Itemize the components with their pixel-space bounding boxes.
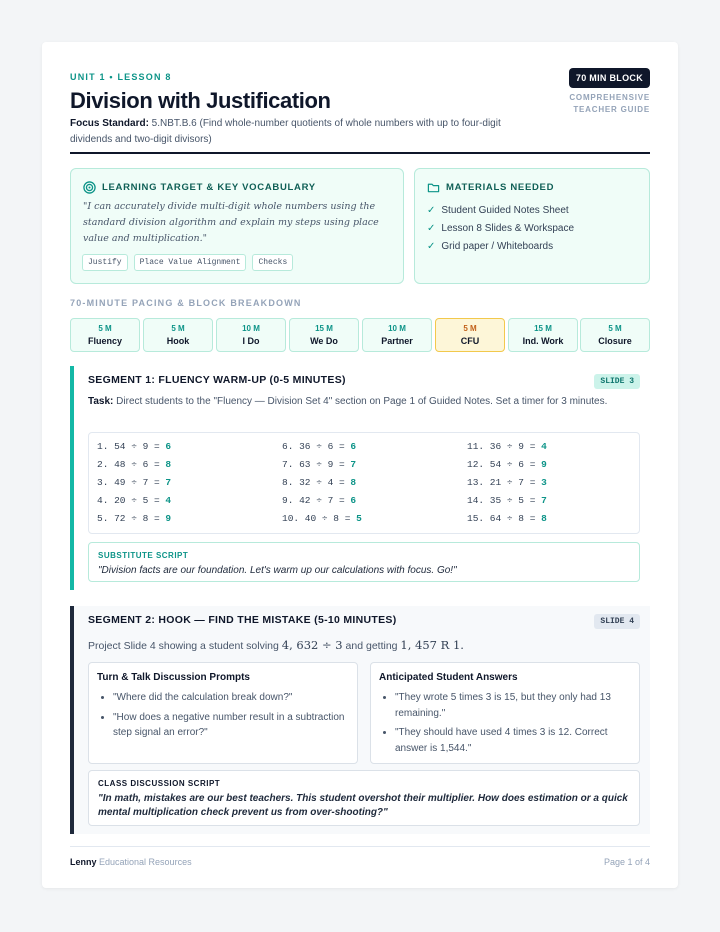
vocab-tag: Place Value Alignment xyxy=(134,254,247,271)
fact-item xyxy=(282,459,362,477)
time-badge: 70 MIN BLOCK xyxy=(569,68,650,88)
fact-question: 5. 72 ÷ 8 = xyxy=(97,513,166,524)
fact-question: 3. 49 ÷ 7 = xyxy=(97,477,166,488)
pacing-block-name: Partner xyxy=(381,336,413,346)
list-item: • "Where did the calculation break down?" xyxy=(113,690,349,706)
fact-answer: 4 xyxy=(165,495,172,506)
pacing-block-closure xyxy=(580,318,650,352)
fact-answer: 9 xyxy=(541,459,547,470)
segment-1-fluency xyxy=(70,366,650,590)
focus-standard xyxy=(70,116,530,148)
segment-1-task xyxy=(88,394,628,409)
segment-1-title: SEGMENT 1: FLUENCY WARM-UP (0-5 MINUTES) xyxy=(88,374,346,386)
fact-answer: 6 xyxy=(350,495,357,506)
fact-question: 10. 40 ÷ 8 = xyxy=(282,513,357,524)
footer-brand xyxy=(70,857,192,867)
pacing-block-minutes: 5 M xyxy=(463,324,477,333)
unit-lesson-label: UNIT 1 • LESSON 8 xyxy=(70,72,172,82)
student-result: 1, 457 R 1. xyxy=(400,638,464,652)
pacing-block-minutes: 15 M xyxy=(315,324,333,333)
fact-item xyxy=(467,495,547,513)
fact-question: 1. 54 ÷ 9 = xyxy=(97,441,166,452)
pacing-block-name: We Do xyxy=(310,336,338,346)
project-instruction xyxy=(88,638,464,652)
pacing-block-cfu xyxy=(435,318,505,352)
fact-question: 2. 48 ÷ 6 = xyxy=(97,459,166,470)
vocab-tag: Justify xyxy=(82,254,128,271)
facts-column-2 xyxy=(282,441,362,531)
material-item xyxy=(427,237,574,255)
check-icon: ✓ xyxy=(427,240,436,252)
pacing-block-partner xyxy=(362,318,432,352)
learning-target-quote: "I can accurately divide multi-digit whole numbers using the standard division algorithm and explain my steps using place value and multiplication." xyxy=(83,201,379,244)
fact-answer: 5 xyxy=(356,513,362,524)
fact-item xyxy=(97,495,171,513)
pacing-block-name: CFU xyxy=(460,336,480,346)
fact-item xyxy=(282,477,362,495)
focus-standard-label: Focus Standard: xyxy=(70,118,149,129)
pacing-block-minutes: 10 M xyxy=(388,324,406,333)
pacing-block-name: Ind. Work xyxy=(522,336,564,346)
project-text-mid: and getting xyxy=(342,640,401,652)
fact-question: 11. 36 ÷ 9 = xyxy=(467,441,542,452)
material-item xyxy=(427,219,574,237)
vocabulary-tags xyxy=(82,254,299,271)
discussion-prompts-list xyxy=(113,690,349,745)
material-item-label: Student Guided Notes Sheet xyxy=(441,204,569,216)
list-item: • "How does a negative number result in a subtraction step signal an error?" xyxy=(113,710,349,741)
fact-question: 12. 54 ÷ 6 = xyxy=(467,459,542,470)
materials-heading xyxy=(427,181,554,194)
document-page xyxy=(42,42,678,888)
material-item-label: Lesson 8 Slides & Workspace xyxy=(441,222,575,234)
fact-question: 6. 36 ÷ 6 = xyxy=(282,441,351,452)
fact-answer: 8 xyxy=(541,513,547,524)
fact-item xyxy=(467,441,547,459)
facts-column-1 xyxy=(97,441,171,531)
fact-question: 9. 42 ÷ 7 = xyxy=(282,495,351,506)
pacing-block-i-do xyxy=(216,318,286,352)
pacing-block-fluency xyxy=(70,318,140,352)
fact-item xyxy=(97,477,171,495)
fact-question: 13. 21 ÷ 7 = xyxy=(467,477,542,488)
anticipated-answers-heading: Anticipated Student Answers xyxy=(379,672,518,683)
fact-question: 4. 20 ÷ 5 = xyxy=(97,495,166,506)
fact-item xyxy=(97,513,171,531)
fact-answer: 3 xyxy=(541,477,547,488)
pacing-block-we-do xyxy=(289,318,359,352)
guide-label xyxy=(540,92,650,116)
fluency-facts-grid xyxy=(88,432,640,534)
pacing-heading: 70-MINUTE PACING & BLOCK BREAKDOWN xyxy=(70,298,302,308)
materials-card xyxy=(414,168,650,284)
discussion-prompts-heading: Turn & Talk Discussion Prompts xyxy=(97,672,250,683)
fact-answer: 7 xyxy=(541,495,547,506)
folder-icon xyxy=(427,181,440,194)
project-text-start: Project Slide 4 showing a student solving xyxy=(88,640,282,652)
fact-item xyxy=(467,459,547,477)
learning-target-heading xyxy=(83,181,316,194)
facts-column-3 xyxy=(467,441,547,531)
substitute-script-label: SUBSTITUTE SCRIPT xyxy=(98,551,189,560)
fact-answer: 7 xyxy=(350,459,357,470)
fact-item xyxy=(97,459,171,477)
fact-answer: 4 xyxy=(541,441,547,452)
class-discussion-script-label: CLASS DISCUSSION SCRIPT xyxy=(98,779,221,788)
anticipated-answers-list xyxy=(395,690,631,760)
material-item-label: Grid paper / Whiteboards xyxy=(441,240,554,252)
pacing-block-name: I Do xyxy=(242,336,260,346)
pacing-block-minutes: 15 M xyxy=(534,324,552,333)
check-icon: ✓ xyxy=(427,222,436,234)
fact-answer: 7 xyxy=(165,477,172,488)
fact-item xyxy=(467,477,547,495)
segment-2-hook xyxy=(70,606,650,834)
page-footer xyxy=(70,846,650,874)
pacing-breakdown xyxy=(70,318,650,352)
pacing-block-name: Closure xyxy=(598,336,632,346)
fact-answer: 6 xyxy=(165,441,172,452)
fact-question: 8. 32 ÷ 4 = xyxy=(282,477,351,488)
substitute-script-text: "Division facts are our foundation. Let's warm up our calculations with focus. Go!" xyxy=(98,565,457,576)
list-item: • "They should have used 4 times 3 is 12. Correct answer is 1,544." xyxy=(395,725,631,756)
fact-item xyxy=(282,441,362,459)
slide-badge: SLIDE 3 xyxy=(594,374,640,389)
anticipated-answers-box xyxy=(370,662,640,764)
page-number: Page 1 of 4 xyxy=(603,857,650,867)
materials-list xyxy=(427,201,574,255)
class-discussion-script xyxy=(88,770,640,826)
lesson-header xyxy=(70,68,650,154)
fact-item xyxy=(467,513,547,531)
material-item xyxy=(427,201,574,219)
vocab-tag: Checks xyxy=(252,254,293,271)
learning-target-card xyxy=(70,168,404,284)
brand-name: Lenny xyxy=(70,857,97,867)
pacing-block-minutes: 10 M xyxy=(242,324,260,333)
list-item: • "They wrote 5 times 3 is 15, but they only had 13 remaining." xyxy=(395,690,631,721)
pacing-block-name: Fluency xyxy=(87,336,122,346)
fact-answer: 6 xyxy=(350,441,357,452)
pacing-block-ind-work xyxy=(508,318,578,352)
slide-badge: SLIDE 4 xyxy=(594,614,640,629)
guide-line-1: COMPREHENSIVE xyxy=(569,93,650,102)
fact-item xyxy=(97,441,171,459)
segment-2-title: SEGMENT 2: HOOK — FIND THE MISTAKE (5-10 MINUTES) xyxy=(88,614,397,626)
page-content xyxy=(70,68,650,867)
task-label: Task: xyxy=(88,396,114,407)
materials-heading-text: MATERIALS NEEDED xyxy=(446,182,555,193)
fact-answer: 9 xyxy=(165,513,172,524)
page-title: Division with Justification xyxy=(70,88,331,113)
fact-item xyxy=(282,513,362,531)
discussion-prompts-box xyxy=(88,662,358,764)
info-cards xyxy=(70,168,650,284)
fact-question: 7. 63 ÷ 9 = xyxy=(282,459,351,470)
substitute-script xyxy=(88,542,640,582)
fact-item xyxy=(282,495,362,513)
class-discussion-script-text: "In math, mistakes are our best teachers. This student overshot their multiplier. How does estimation or a quick mental multiplication check prevent us from over-shooting?" xyxy=(98,793,628,818)
fact-answer: 8 xyxy=(165,459,172,470)
pacing-block-minutes: 5 M xyxy=(608,324,622,333)
guide-line-2: TEACHER GUIDE xyxy=(573,105,650,114)
pacing-block-minutes: 5 M xyxy=(171,324,185,333)
brand-suffix: Educational Resources xyxy=(96,857,192,867)
check-icon: ✓ xyxy=(427,204,436,216)
fact-question: 14. 35 ÷ 5 = xyxy=(467,495,542,506)
learning-target-heading-text: LEARNING TARGET & KEY VOCABULARY xyxy=(102,182,316,193)
target-icon xyxy=(83,181,96,194)
division-expression: 4, 632 ÷ 3 xyxy=(281,638,343,652)
fact-answer: 8 xyxy=(350,477,357,488)
task-text: Direct students to the "Fluency — Division Set 4" section on Page 1 of Guided Notes. Set a timer for 3 minutes. xyxy=(113,396,608,407)
pacing-block-hook xyxy=(143,318,213,352)
fact-question: 15. 64 ÷ 8 = xyxy=(467,513,542,524)
focus-standard-text: 5.NBT.B.6 (Find whole-number quotients of whole numbers with up to four-digit dividends and two-digit divisors) xyxy=(70,118,501,145)
pacing-block-minutes: 5 M xyxy=(98,324,112,333)
pacing-block-name: Hook xyxy=(166,336,190,346)
